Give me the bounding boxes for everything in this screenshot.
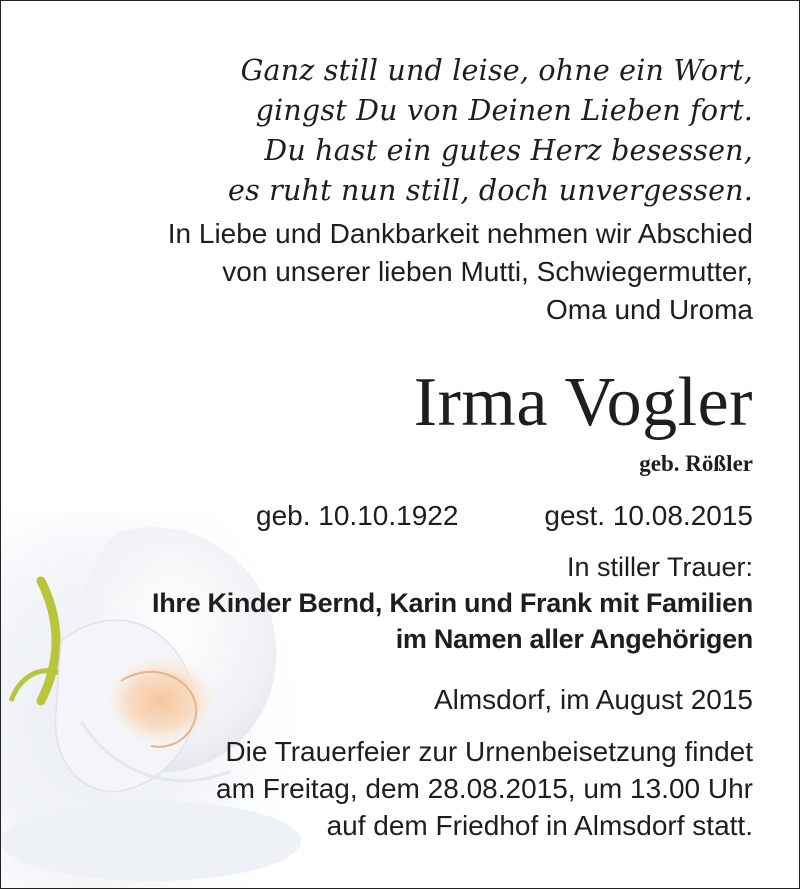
mourners-relatives: im Namen aller Angehörigen xyxy=(395,624,753,654)
intro-line: In Liebe und Dankbarkeit nehmen wir Abschied xyxy=(167,218,753,249)
mourners-family: Ihre Kinder Bernd, Karin und Frank mit Familien xyxy=(152,588,753,618)
poem-line: Ganz still und leise, ohne ein Wort, xyxy=(240,54,753,87)
poem-line: gingst Du von Deinen Lieben fort. xyxy=(255,94,753,127)
life-dates xyxy=(256,497,753,535)
mourners-heading: In stiller Trauer: xyxy=(566,552,753,582)
service-line: am Freitag, dem 28.08.2015, um 13.00 Uhr xyxy=(216,773,753,804)
farewell-intro xyxy=(168,215,753,329)
maiden-name: geb. Rößler xyxy=(639,451,753,476)
poem xyxy=(228,51,753,211)
service-line: Die Trauerfeier zur Urnenbeisetzung findet xyxy=(225,736,753,767)
poem-line: es ruht nun still, doch unvergessen. xyxy=(228,174,753,207)
mourners xyxy=(152,549,753,657)
poem-line: Du hast ein gutes Herz besessen, xyxy=(264,134,753,167)
birth-date: geb. 10.10.1922 xyxy=(256,500,459,531)
intro-line: von unserer lieben Mutti, Schwiegermutter, xyxy=(222,256,753,287)
service-line: auf dem Friedhof in Almsdorf statt. xyxy=(326,810,753,841)
place-date: Almsdorf, im August 2015 xyxy=(433,684,753,715)
deceased-name: Irma Vogler xyxy=(413,364,753,441)
intro-line: Oma und Uroma xyxy=(546,294,753,325)
death-date: gest. 10.08.2015 xyxy=(544,500,753,531)
funeral-service-info xyxy=(216,733,753,844)
